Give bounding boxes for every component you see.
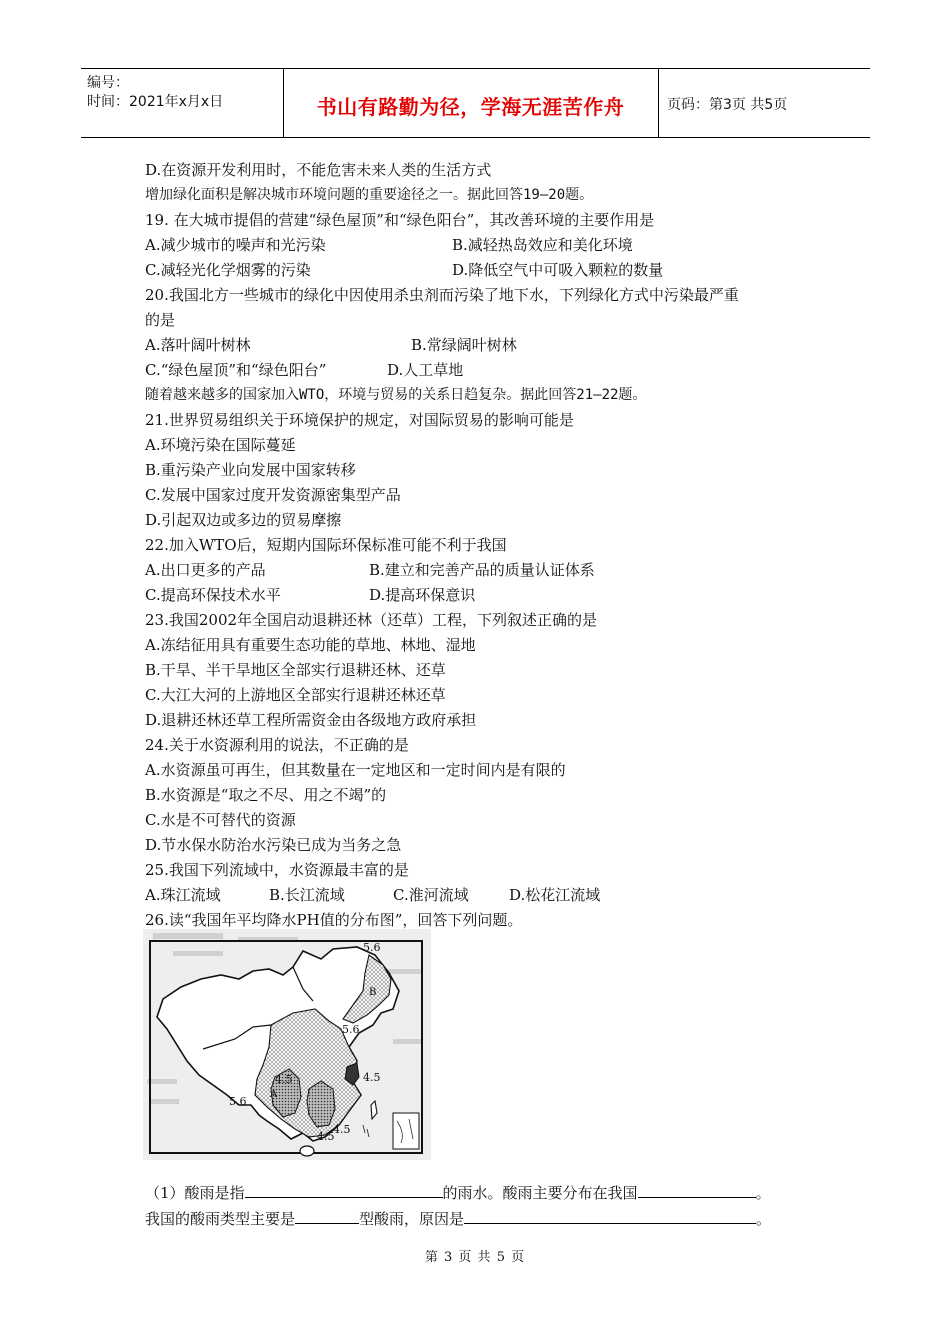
option-24a: A.水资源虽可再生，但其数量在一定地区和一定时间内是有限的 (145, 761, 566, 779)
option-row (145, 333, 825, 358)
map-label: B (369, 987, 377, 998)
south-sea-inset (393, 1113, 419, 1149)
option-20d: D.人工草地 (387, 361, 464, 379)
option-line: D.在资源开发利用时，不能危害未来人类的生活方式 (145, 161, 492, 179)
page-footer: 第 3 页 共 5 页 (424, 1250, 526, 1265)
option-23b: B.干旱、半干旱地区全部实行退耕还林、还草 (145, 661, 446, 679)
fill-text: 。 (756, 1210, 772, 1228)
map-label: 4.5 (275, 1073, 293, 1086)
answer-blank-type[interactable] (295, 1206, 359, 1224)
question-22: 22.加入WTO后，短期内国际环保标准可能不利于我国 (145, 536, 507, 554)
option-25d: D.松花江流域 (509, 886, 601, 904)
doc-code-label: 编号： (87, 75, 129, 91)
option-23a: A.冻结征用具有重要生态功能的草地、林地、湿地 (145, 636, 476, 654)
option-19d: D.降低空气中可吸入颗粒的数量 (452, 261, 664, 279)
option-24b: B.水资源是“取之不尽、用之不竭”的 (145, 786, 387, 804)
map-label: 4.5 (333, 1123, 351, 1136)
answer-blank-definition[interactable] (245, 1180, 443, 1198)
question-25: 25.我国下列流域中，水资源最丰富的是 (145, 861, 409, 879)
question-19: 19. 在大城市提倡的营建“绿色屋顶”和“绿色阳台”，其改善环境的主要作用是 (145, 211, 655, 229)
question-body (145, 158, 825, 933)
fill-text: （1）酸雨是指 (145, 1184, 245, 1202)
option-22d: D.提高环保意识 (369, 586, 476, 604)
map-label: A (270, 1089, 278, 1100)
header-motto: 书山有路勤为径，学海无涯苦作舟 (316, 95, 625, 119)
answer-blank-reason[interactable] (464, 1206, 756, 1224)
option-25b: B.长江流域 (269, 886, 345, 904)
option-20c: C.“绿色屋顶”和“绿色阳台” (145, 361, 327, 379)
question-26: 26.读“我国年平均降水PH值的分布图”，回答下列问题。 (145, 911, 523, 929)
option-row (145, 358, 825, 383)
map-label: 5.6 (363, 941, 381, 954)
fill-text: 。 (755, 1184, 771, 1202)
option-21a: A.环境污染在国际蔓延 (145, 436, 296, 454)
option-25c: C.淮河流域 (393, 886, 469, 904)
fill-text: 的雨水。酸雨主要分布在我国 (442, 1184, 638, 1202)
intro-paragraph: 增加绿化面积是解决城市环境问题的重要途径之一。据此回答19—20题。 (145, 187, 594, 203)
header-meta-cell (81, 69, 284, 137)
option-19c: C.减轻光化学烟雾的污染 (145, 261, 311, 279)
option-25a: A.珠江流域 (145, 886, 221, 904)
option-24d: D.节水保水防治水污染已成为当务之急 (145, 836, 402, 854)
fill-line-2 (145, 1206, 825, 1231)
option-row (145, 883, 825, 908)
option-23c: C.大江大河的上游地区全部实行退耕还林还草 (145, 686, 446, 704)
option-row (145, 558, 825, 583)
option-20a: A.落叶阔叶树林 (145, 336, 251, 354)
option-22a: A.出口更多的产品 (145, 561, 266, 579)
option-row (145, 583, 825, 608)
option-20b: B.常绿阔叶树林 (411, 336, 517, 354)
option-21d: D.引起双边或多边的贸易摩擦 (145, 511, 342, 529)
map-label: 5.6 (342, 1023, 360, 1036)
question-20-cont: 的是 (145, 311, 176, 329)
header-page-info: 页码：第3页 共5页 (667, 97, 788, 113)
hainan-island (300, 1146, 314, 1156)
option-19b: B.减轻热岛效应和美化环境 (452, 236, 633, 254)
fill-text: 我国的酸雨类型主要是 (145, 1210, 296, 1228)
option-row (145, 233, 825, 258)
map-label: 4.5 (363, 1071, 381, 1084)
question-24: 24.关于水资源利用的说法，不正确的是 (145, 736, 409, 754)
option-22c: C.提高环保技术水平 (145, 586, 281, 604)
intro-paragraph: 随着越来越多的国家加入WTO，环境与贸易的关系日趋复杂。据此回答21—22题。 (145, 387, 647, 403)
answer-blank-region[interactable] (638, 1180, 756, 1198)
fill-text: 型酸雨，原因是 (359, 1210, 465, 1228)
question-20: 20.我国北方一些城市的绿化中因使用杀虫剂而污染了地下水，下列绿化方式中污染最严重 (145, 286, 739, 304)
option-22b: B.建立和完善产品的质量认证体系 (369, 561, 595, 579)
option-24c: C.水是不可替代的资源 (145, 811, 296, 829)
header-motto-cell (283, 69, 659, 137)
header-page-cell (659, 69, 870, 137)
map-label: 5.6 (229, 1095, 247, 1108)
map-label: 4.5 (317, 1130, 335, 1143)
option-21c: C.发展中国家过度开发资源密集型产品 (145, 486, 401, 504)
question-21: 21.世界贸易组织关于环境保护的规定，对国际贸易的影响可能是 (145, 411, 574, 429)
question-23: 23.我国2002年全国启动退耕还林（还草）工程，下列叙述正确的是 (145, 611, 598, 629)
fill-line-1 (145, 1180, 825, 1205)
option-23d: D.退耕还林还草工程所需资金由各级地方政府承担 (145, 711, 477, 729)
option-19a: A.减少城市的噪声和光污染 (145, 236, 326, 254)
option-row (145, 258, 825, 283)
doc-time-label: 时间：2021年x月x日 (87, 94, 224, 110)
option-21b: B.重污染产业向发展中国家转移 (145, 461, 356, 479)
page-header (81, 68, 870, 138)
ph-distribution-map (143, 929, 431, 1160)
